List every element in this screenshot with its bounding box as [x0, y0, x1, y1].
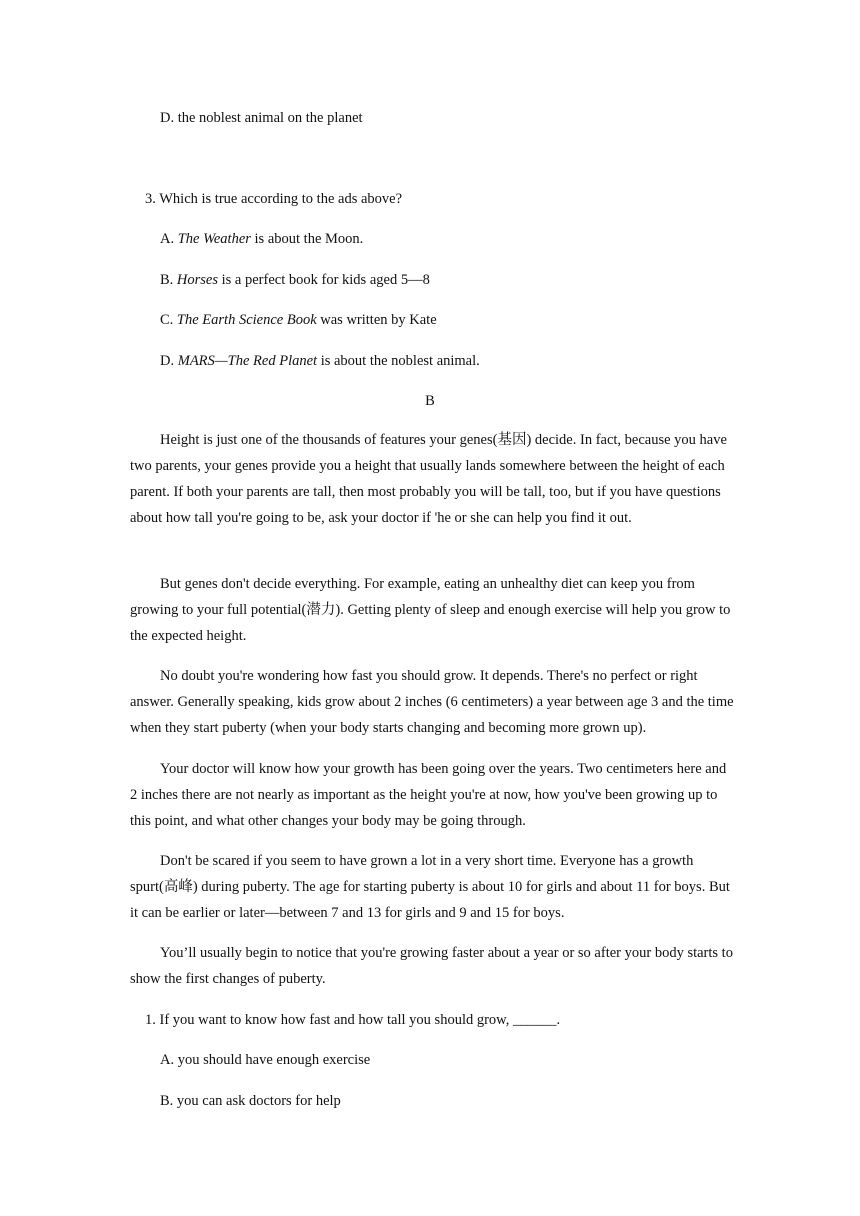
question-3-stem: 3. Which is true according to the ads above?	[145, 191, 403, 207]
question-1-option-b: B. you can ask doctors for help	[160, 1093, 341, 1109]
book-title: Horses	[176, 272, 219, 288]
option-prefix: D.	[160, 353, 178, 369]
question-1-option-a: A. you should have enough exercise	[160, 1052, 371, 1068]
question-3-option-d	[160, 352, 480, 370]
passage-paragraph-6: You’ll usually begin to notice that you're growing faster about a year or so after your body starts to show the first changes of puberty.	[130, 945, 733, 987]
section-label: B	[425, 393, 435, 409]
passage-paragraph-3: No doubt you're wondering how fast you should grow. It depends. There's no perfect or right answer. Generally speaking, kids grow about 2 inches (6 centimeters) a year between age 3 and the time when they start puberty (when your body starts changing and becoming more grown up).	[130, 668, 734, 736]
book-title: The Weather	[177, 231, 251, 247]
option-prefix: B.	[160, 272, 177, 288]
question-3-option-c	[160, 311, 437, 329]
option-text: was written by Kate	[316, 312, 437, 328]
option-text: is a perfect book for kids aged 5—8	[218, 272, 430, 288]
passage-paragraph-5: Don't be scared if you seem to have grown a lot in a very short time. Everyone has a growth spurt(高峰) during puberty. The age for starting puberty is about 10 for girls and about 11 for boys. But it can be earlier or later—between 7 and 13 for girls and 9 and 15 for boys.	[130, 853, 730, 921]
passage-paragraph-4: Your doctor will know how your growth has been going over the years. Two centimeters here and 2 inches there are not nearly as important as the height you're at now, how you've been growing up to this point, and what other changes your body may be going through.	[130, 761, 727, 829]
option-prefix: C.	[160, 312, 177, 328]
passage-paragraph-2: But genes don't decide everything. For example, eating an unhealthy diet can keep you from growing to your full potential(潜力). Getting plenty of sleep and enough exercise will help you grow to the expected height.	[130, 576, 731, 644]
question-3-option-a	[160, 230, 363, 248]
option-prefix: A.	[160, 231, 178, 247]
book-title: The Earth Science Book	[176, 312, 317, 328]
question-1-stem: 1. If you want to know how fast and how tall you should grow, ______.	[145, 1012, 561, 1028]
book-title: MARS—The Red Planet	[177, 353, 318, 369]
option-text: is about the noblest animal.	[317, 353, 480, 369]
prev-option-d: D. the noblest animal on the planet	[160, 110, 363, 126]
option-text: is about the Moon.	[250, 231, 364, 247]
question-3-option-b	[160, 271, 430, 289]
passage-paragraph-1: Height is just one of the thousands of features your genes(基因) decide. In fact, because you have two parents, your genes provide you a height that usually lands somewhere between the height of each parent. If both your parents are tall, then most probably you will be tall, too, but if you have questions about how tall you're going to be, ask your doctor if 'he or she can help you find it out.	[130, 432, 727, 526]
